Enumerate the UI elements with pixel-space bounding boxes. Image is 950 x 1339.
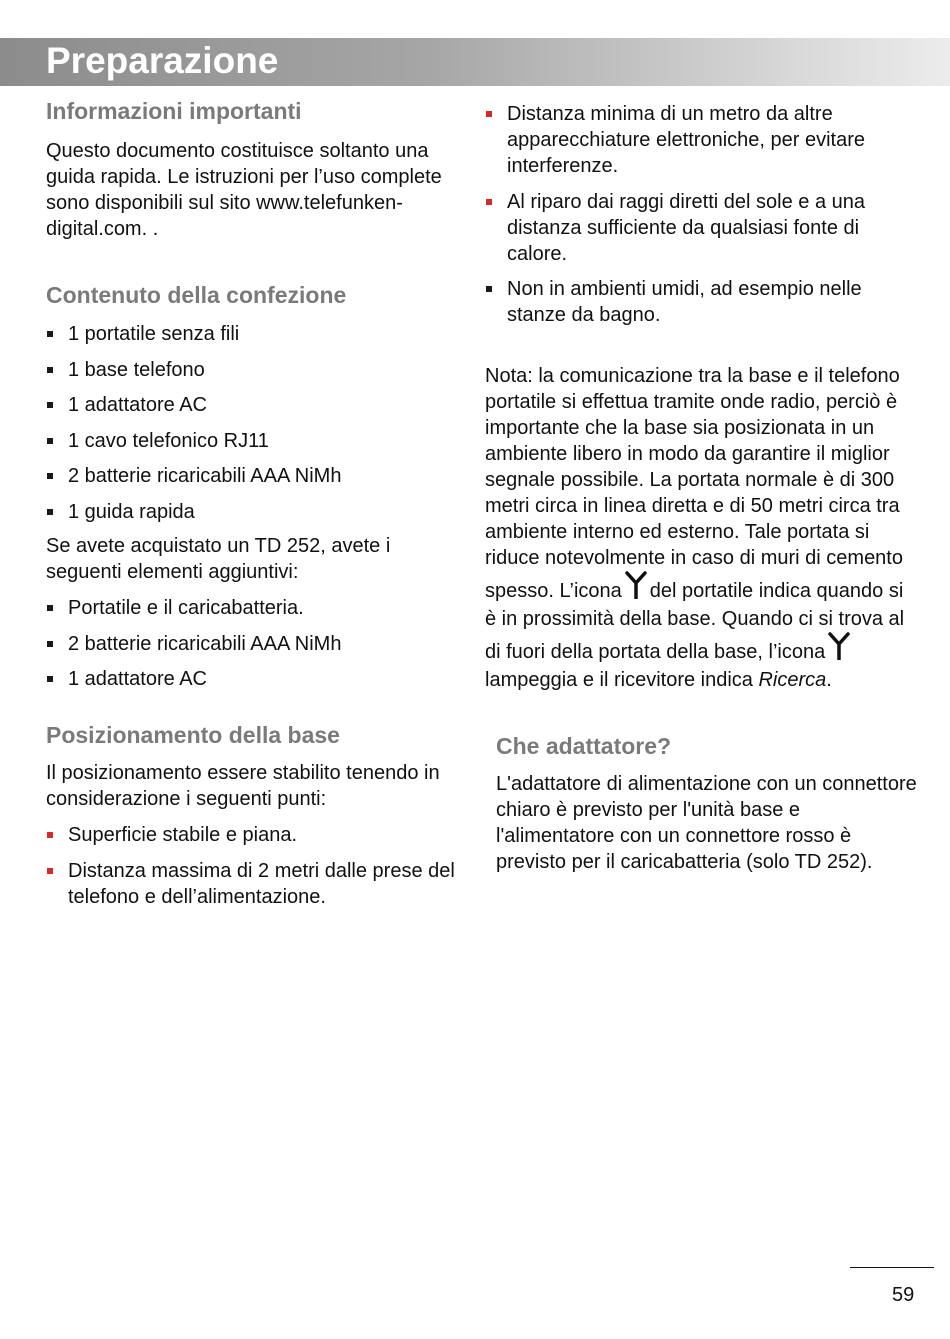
square-bullet-icon	[47, 402, 53, 408]
red-square-bullet-icon	[486, 199, 492, 205]
nota-paragraph: Nota: la comunicazione tra la base e il telefono portatile si effettua tramite onde radio, perciò è importante che la base sia posizionata in un ambiente libero in modo da garantire il miglior segnale possibile. La portata normale è di 300 metri circa in linea diretta e di 50 metri circa tra ambiente interno ed esterno. Tale portata si riduce notevolmente in caso di muri di cemento spesso. L’icona del portatile indica quando si è in prossimità della base. Quando ci si trova al di fuori della portata della base, l’iconalampeggia e il ricevitore indica Ricerca.	[485, 365, 905, 691]
red-square-bullet-icon	[47, 832, 53, 838]
square-bullet-icon	[47, 605, 53, 611]
adattatore-section	[496, 731, 917, 875]
list-item: Non in ambienti umidi, ad esempio nelle stanze da bagno.	[485, 276, 917, 328]
antenna-icon	[828, 632, 850, 667]
square-bullet-icon	[47, 331, 53, 337]
extra-list	[46, 595, 471, 692]
heading-contenuto: Contenuto della confezione	[46, 282, 347, 308]
contenuto-list	[46, 321, 471, 525]
adattatore-text: L'adattatore di alimentazione con un connettore chiaro è previsto per l'unità base e l'alimentatore con un connettore rosso è previsto per il caricabatteria (solo TD 252).	[496, 773, 917, 873]
list-item: 1 adattatore AC	[46, 666, 471, 692]
list-item: 2 batterie ricaricabili AAA NiMh	[46, 463, 471, 489]
list-item: Portatile e il caricabatteria.	[46, 595, 471, 621]
square-bullet-icon	[47, 509, 53, 515]
footer-divider	[850, 1267, 934, 1268]
page-title: Preparazione	[46, 40, 279, 81]
list-item: Superficie stabile e piana.	[46, 822, 471, 848]
red-square-bullet-icon	[47, 868, 53, 874]
informazioni-text: Questo documento costituisce soltanto una guida rapida. Le istruzioni per l’uso complete sono disponibili sul sito www.telefunken-digital.com. .	[46, 140, 442, 240]
list-item: 1 portatile senza fili	[46, 321, 471, 347]
list-item: Distanza massima di 2 metri dalle prese del telefono e dell’alimentazione.	[46, 858, 471, 910]
antenna-icon	[625, 571, 647, 606]
posizionamento-list	[46, 822, 471, 910]
header-banner	[0, 38, 950, 86]
list-item: 2 batterie ricaricabili AAA NiMh	[46, 631, 471, 657]
list-item: Distanza minima di un metro da altre apparecchiature elettroniche, per evitare interferenze.	[485, 101, 917, 179]
extra-intro: Se avete acquistato un TD 252, avete i seguenti elementi aggiuntivi:	[46, 535, 391, 583]
square-bullet-icon	[47, 438, 53, 444]
list-item: 1 cavo telefonico RJ11	[46, 428, 471, 454]
list-item: Al riparo dai raggi diretti del sole e a una distanza sufficiente da qualsiasi fonte di calore.	[485, 189, 917, 267]
square-bullet-icon	[47, 641, 53, 647]
list-item: 1 base telefono	[46, 357, 471, 383]
heading-posizionamento: Posizionamento della base	[46, 722, 340, 748]
page-number: 59	[892, 1284, 915, 1306]
heading-adattatore: Che adattatore?	[496, 733, 672, 759]
red-square-bullet-icon	[486, 111, 492, 117]
list-item: 1 adattatore AC	[46, 392, 471, 418]
square-bullet-icon	[47, 367, 53, 373]
ricerca-text: Ricerca	[758, 669, 827, 691]
square-bullet-icon	[47, 676, 53, 682]
right-column	[485, 101, 917, 875]
posizionamento-list-continued	[485, 101, 917, 328]
posizionamento-intro: Il posizionamento essere stabilito tenendo in considerazione i seguenti punti:	[46, 762, 440, 810]
square-bullet-icon	[486, 286, 492, 292]
heading-informazioni: Informazioni importanti	[46, 98, 302, 124]
left-column	[46, 96, 471, 919]
square-bullet-icon	[47, 473, 53, 479]
list-item: 1 guida rapida	[46, 499, 471, 525]
